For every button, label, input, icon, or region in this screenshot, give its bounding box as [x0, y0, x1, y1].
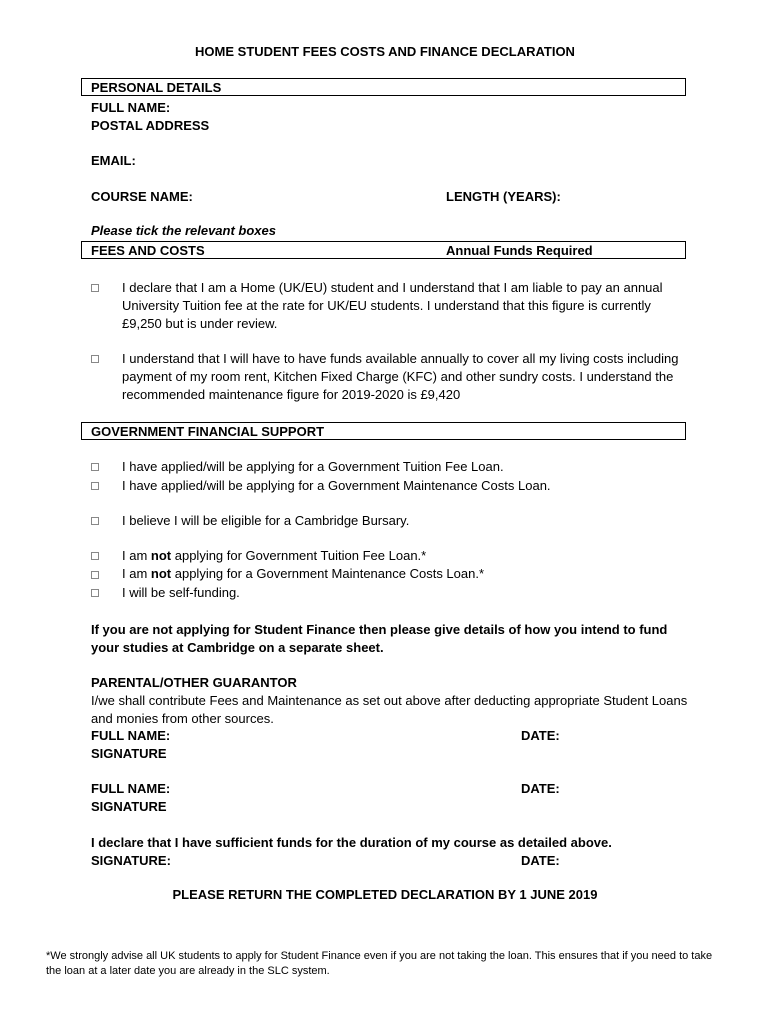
no-tuition-loan-not: not: [150, 548, 172, 563]
page-title: HOME STUDENT FEES COSTS AND FINANCE DECLARATION: [195, 44, 575, 59]
maintenance-loan-checkbox[interactable]: [91, 482, 99, 490]
guarantor1-full-name-label: FULL NAME:: [91, 728, 171, 743]
self-funding-option: I will be self-funding.: [122, 585, 240, 600]
student-date-label: DATE:: [521, 853, 560, 868]
tuition-loan-checkbox[interactable]: [91, 463, 99, 471]
no-maintenance-loan-checkbox[interactable]: [91, 571, 99, 579]
annual-funds-label: Annual Funds Required: [446, 243, 593, 258]
return-deadline: PLEASE RETURN THE COMPLETED DECLARATION BY 1 JUNE 2019: [172, 887, 598, 902]
self-funding-checkbox[interactable]: [91, 589, 99, 597]
no-maintenance-loan-not: not: [150, 566, 172, 581]
gov-support-label: GOVERNMENT FINANCIAL SUPPORT: [91, 424, 325, 439]
no-maintenance-loan-post: applying for a Government Maintenance Costs Loan.*: [171, 566, 485, 581]
personal-details-label: PERSONAL DETAILS: [91, 80, 222, 95]
fees-costs-header: [81, 241, 686, 259]
living-costs-statement: I understand that I will have to have funds available annually to cover all my living costs including payment of my room rent, Kitchen Fixed Charge (KFC) and other sundry costs. I understand the recommended maintenance figure for 2019-2020 is £9,420: [122, 351, 679, 402]
student-signature-label: SIGNATURE:: [91, 853, 171, 868]
no-tuition-loan-option: [122, 548, 426, 563]
footnote: *We strongly advise all UK students to apply for Student Finance even if you are not taking the loan. This ensures that if you need to take the loan at a later date you are already in the SLC system.: [46, 950, 713, 977]
postal-address-label: POSTAL ADDRESS: [91, 118, 210, 133]
sufficient-funds-declaration: I declare that I have sufficient funds for the duration of my course as detailed above.: [91, 835, 612, 850]
length-years-label: LENGTH (YEARS):: [446, 189, 561, 204]
guarantor2-signature-label: SIGNATURE: [91, 799, 167, 814]
tuition-loan-option: I have applied/will be applying for a Government Tuition Fee Loan.: [122, 459, 504, 474]
no-tuition-loan-pre: I am: [122, 548, 151, 563]
no-maintenance-loan-option: [122, 566, 484, 581]
guarantor1-signature-label: SIGNATURE: [91, 746, 167, 761]
course-name-label: COURSE NAME:: [91, 189, 193, 204]
no-tuition-loan-checkbox[interactable]: [91, 552, 99, 560]
living-costs-checkbox[interactable]: [91, 355, 99, 363]
guarantor1-date-label: DATE:: [521, 728, 560, 743]
full-name-label: FULL NAME:: [91, 100, 171, 115]
bursary-option: I believe I will be eligible for a Cambridge Bursary.: [122, 513, 410, 528]
guarantor2-full-name-label: FULL NAME:: [91, 781, 171, 796]
email-label: EMAIL:: [91, 153, 136, 168]
guarantor2-date-label: DATE:: [521, 781, 560, 796]
no-maintenance-loan-pre: I am: [122, 566, 151, 581]
guarantor-header: PARENTAL/OTHER GUARANTOR: [91, 675, 297, 690]
not-applying-note: If you are not applying for Student Finance then please give details of how you intend to fund your studies at Cambridge on a separate sheet.: [91, 622, 668, 655]
no-tuition-loan-post: applying for Government Tuition Fee Loan.*: [171, 548, 427, 563]
fees-costs-label: FEES AND COSTS: [91, 243, 205, 258]
personal-details-header: [81, 78, 686, 96]
tuition-fee-checkbox[interactable]: [91, 284, 99, 292]
tuition-fee-statement: I declare that I am a Home (UK/EU) student and I understand that I am liable to pay an annual University Tuition fee at the rate for UK/EU students. I understand that this figure is currently £9,250 but is under review.: [122, 280, 663, 331]
maintenance-loan-option: I have applied/will be applying for a Government Maintenance Costs Loan.: [122, 478, 551, 493]
bursary-checkbox[interactable]: [91, 517, 99, 525]
tick-instruction: Please tick the relevant boxes: [91, 223, 276, 238]
gov-support-header: [81, 422, 686, 440]
guarantor-text: I/we shall contribute Fees and Maintenance as set out above after deducting appropriate Student Loans and monies from other sources.: [91, 693, 688, 726]
